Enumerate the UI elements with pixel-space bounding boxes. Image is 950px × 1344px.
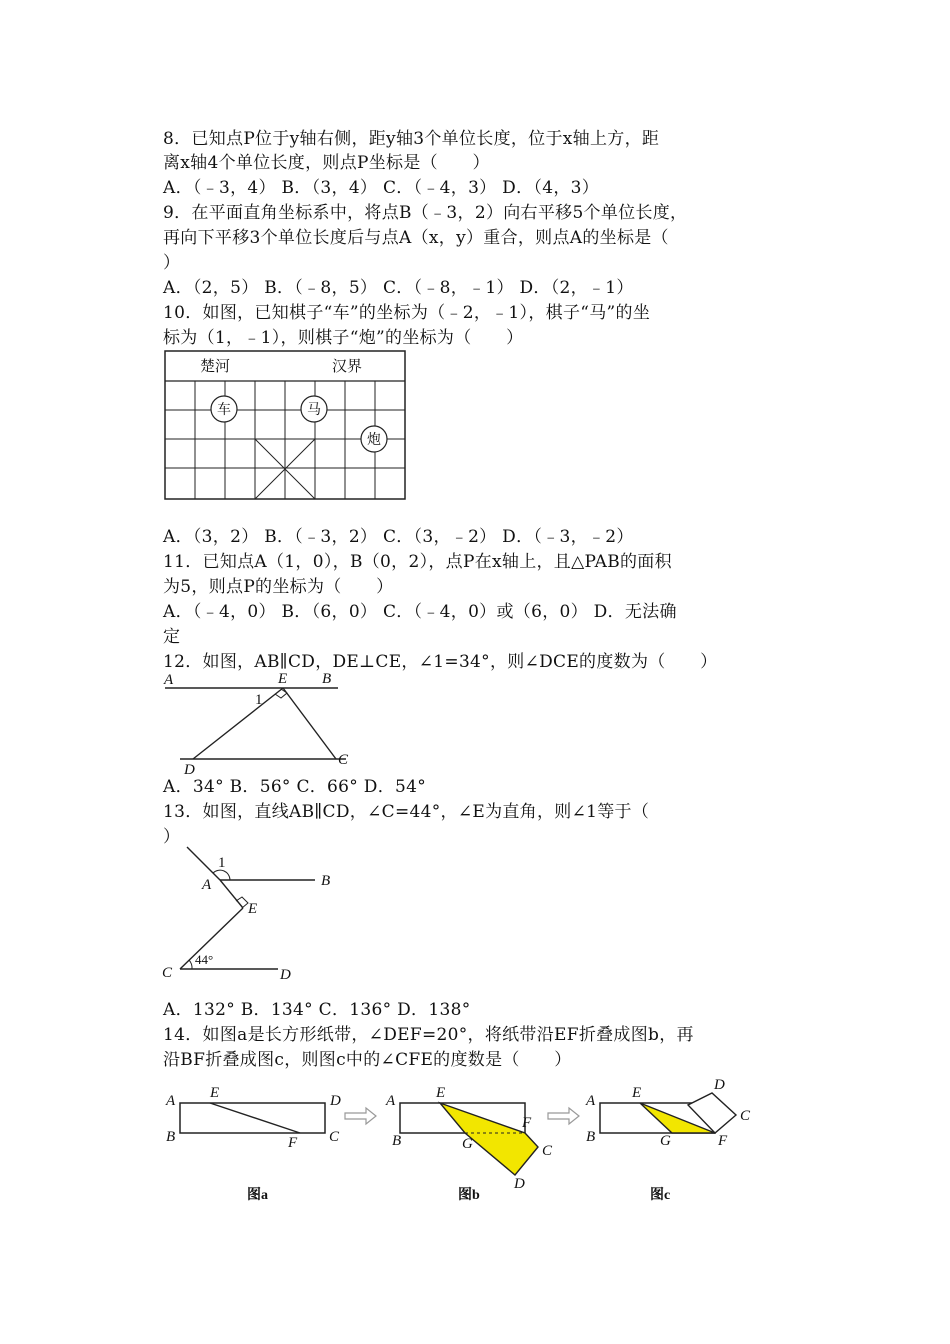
q13-label-1: 1 — [218, 855, 226, 871]
figc-label-A: A — [586, 1093, 596, 1109]
q9-line1: 9．在平面直角坐标系中，将点B（﹣3，2）向右平移5个单位长度， — [163, 203, 688, 223]
q13-angle-44: 44° — [195, 952, 214, 967]
q13-options: A．132° B．134° C．136° D．138° — [163, 1000, 471, 1020]
q12-options: A．34° B．56° C．66° D．54° — [163, 777, 427, 797]
q13-line1: 13．如图，直线AB∥CD，∠C=44°，∠E为直角，则∠1等于（ — [163, 802, 650, 822]
figa-label-C: C — [329, 1129, 340, 1145]
q14-line2: 沿BF折叠成图c，则图c中的∠CFE的度数是（ ） — [163, 1050, 572, 1070]
q13-label-A: A — [202, 877, 212, 893]
figa-label-A: A — [166, 1093, 176, 1109]
q14-figure — [160, 1075, 760, 1205]
q8-line2: 离x轴4个单位长度，则点P坐标是（ ） — [163, 153, 490, 173]
figa-label-F: F — [288, 1135, 298, 1151]
figa-caption: 图a — [247, 1188, 268, 1203]
figb-label-C: C — [542, 1143, 553, 1159]
q13-label-E: E — [248, 901, 258, 917]
figb-label-D: D — [514, 1176, 525, 1192]
figc-label-F: F — [718, 1133, 728, 1149]
figc-caption: 图c — [650, 1188, 671, 1203]
q10-line2: 标为（1，﹣1），则棋子“炮”的坐标为（ ） — [163, 328, 524, 348]
q13-line2: ） — [163, 827, 181, 847]
figb-label-B: B — [392, 1133, 402, 1149]
q12-label-E: E — [278, 671, 288, 687]
figa-label-B: B — [166, 1129, 176, 1145]
q9-line3: ） — [163, 253, 181, 273]
q13-label-B: B — [321, 873, 331, 889]
q13-label-C: C — [162, 965, 173, 981]
q11-line2: 为5，则点P的坐标为（ ） — [163, 577, 394, 597]
q12-label-B: B — [322, 671, 332, 687]
arrow-icon — [345, 1108, 376, 1124]
q8-options: A．（﹣3，4） B．（3，4） C．（﹣4，3） D．（4，3） — [163, 178, 600, 198]
q12-label-A: A — [164, 672, 174, 688]
q12-label-C: C — [338, 752, 349, 768]
q12-line1: 12．如图，AB∥CD，DE⊥CE，∠1=34°，则∠DCE的度数为（ ） — [163, 652, 718, 672]
figb-label-G: G — [462, 1136, 473, 1152]
figc-label-D: D — [714, 1077, 725, 1093]
q11-line1: 11．已知点A（1，0），B（0，2），点P在x轴上，且△PAB的面积 — [163, 552, 672, 572]
q10-options: A．（3，2） B．（﹣3，2） C．（3，﹣2） D．（﹣3，﹣2） — [163, 527, 634, 547]
arrow-icon — [548, 1108, 579, 1124]
figb-label-F: F — [522, 1115, 532, 1131]
q14-line1: 14．如图a是长方形纸带，∠DEF=20°，将纸带沿EF折叠成图b，再 — [163, 1025, 694, 1045]
figc-label-G: G — [660, 1133, 671, 1149]
q12-label-D: D — [184, 762, 195, 776]
figb-caption: 图b — [458, 1188, 480, 1203]
q13-label-D: D — [280, 967, 291, 983]
q12-label-1: 1 — [255, 692, 263, 708]
piece-ma-label: 马 — [307, 403, 321, 418]
figa-label-D: D — [330, 1093, 341, 1109]
q13-figure — [160, 842, 340, 987]
q11-options: A．（﹣4，0） B．（6，0） C．（﹣4，0）或（6，0） D．无法确 — [163, 602, 677, 622]
q10-line1: 10．如图，已知棋子“车”的坐标为（﹣2，﹣1），棋子“马”的坐 — [163, 303, 651, 323]
q8-line1: 8．已知点P位于y轴右侧，距y轴3个单位长度，位于x轴上方，距 — [163, 129, 660, 149]
figa-label-E: E — [210, 1085, 220, 1101]
q9-line2: 再向下平移3个单位长度后与点A（x，y）重合，则点A的坐标是（ — [163, 228, 669, 248]
chessboard-figure — [160, 348, 410, 503]
river-left-label: 楚河 — [200, 359, 231, 375]
figc-label-C: C — [740, 1108, 751, 1124]
q11-line4: 定 — [163, 627, 181, 647]
river-right-label: 汉界 — [332, 359, 363, 375]
piece-pao-label: 炮 — [367, 433, 381, 448]
q9-options: A．（2，5） B．（﹣8，5） C．（﹣8，﹣1） D．（2，﹣1） — [163, 278, 634, 298]
figc-label-B: B — [586, 1129, 596, 1145]
figb-label-E: E — [436, 1085, 446, 1101]
figb-folded-strip — [440, 1103, 538, 1175]
figb-label-A: A — [386, 1093, 396, 1109]
figc-label-E: E — [632, 1085, 642, 1101]
piece-che-label: 车 — [217, 403, 231, 418]
q12-figure — [160, 668, 360, 776]
